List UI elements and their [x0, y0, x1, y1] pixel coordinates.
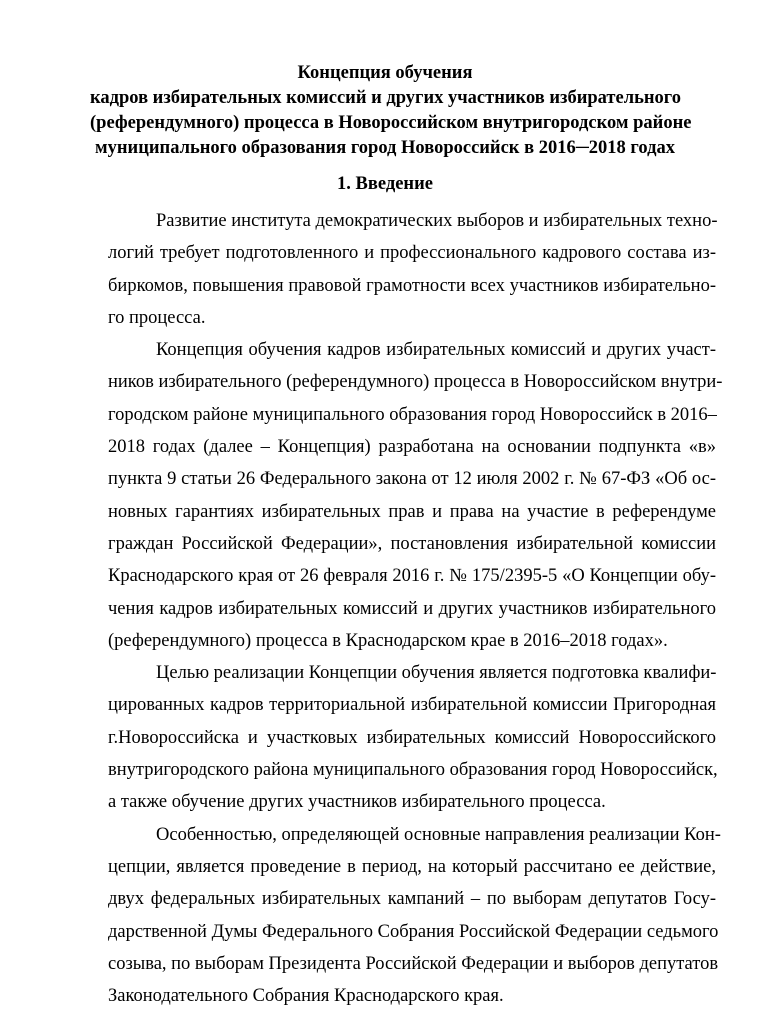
- text-line: (референдумного) процесса в Краснодарском крае в 2016–2018 годах».: [108, 630, 668, 651]
- document-title: [90, 61, 692, 161]
- text-line: ников избирательного (референдумного) процесса в Новороссийском внутри-: [108, 372, 723, 393]
- paragraph-introduction: [108, 205, 716, 334]
- title-line: Концепция обучения: [297, 63, 473, 83]
- text-line: биркомов, повышения правовой грамотности всех участников избирательно-: [108, 275, 716, 296]
- text-line: Особенностью, определяющей основные направления реализации Кон-: [156, 824, 721, 845]
- text-line: дарственной Думы Федерального Собрания Российской Федерации седьмого: [108, 921, 719, 942]
- paragraph-goal: [108, 657, 716, 818]
- text-line: Концепция обучения кадров избирательных комиссий и других участ-: [156, 340, 716, 361]
- text-line: новных гарантиях избирательных прав и права на участие в референдуме: [108, 501, 716, 522]
- paragraph-feature: [108, 819, 721, 1012]
- text-line: Целью реализации Концепции обучения является подготовка квалифи-: [156, 663, 717, 684]
- text-line: цированных кадров территориальной избирательной комиссии Пригородная: [108, 695, 716, 716]
- text-line: 2018 годах (далее – Концепция) разработана на основании подпункта «в»: [108, 437, 716, 458]
- text-line: внутригородского района муниципального образования город Новороссийск,: [108, 760, 718, 781]
- text-line: а также обучение других участников избирательного процесса.: [108, 792, 606, 813]
- text-line: пункта 9 статьи 26 Федерального закона от 12 июля 2002 г. № 67-ФЗ «Об ос-: [108, 469, 716, 490]
- text-line: цепции, является проведение в период, на который рассчитано ее действие,: [108, 856, 716, 877]
- text-line: городском районе муниципального образования город Новороссийск в 2016–: [108, 404, 717, 425]
- text-line: созыва, по выборам Президента Российской Федерации и выборов депутатов: [108, 953, 719, 974]
- text-line: Краснодарского края от 26 февраля 2016 г. № 175/2395-5 «О Концепции обу-: [108, 566, 716, 587]
- title-line: (референдумного) процесса в Новороссийском внутригородском районе: [90, 113, 692, 133]
- document-body: [108, 205, 723, 1012]
- title-line: муниципального образования город Новороссийск в 2016─2018 годах: [95, 138, 675, 158]
- section-heading: 1. Введение: [337, 174, 433, 194]
- text-line: Развитие института демократических выборов и избирательных техно-: [156, 211, 718, 231]
- text-line: граждан Российской Федерации», постановления избирательной комиссии: [108, 533, 716, 554]
- text-line: Законодательного Собрания Краснодарского края.: [108, 986, 504, 1007]
- text-line: го процесса.: [108, 307, 206, 328]
- text-line: логий требует подготовленного и профессионального кадрового состава из-: [108, 243, 716, 264]
- title-line: кадров избирательных комиссий и других участников избирательного: [90, 88, 681, 108]
- paragraph-concept-basis: [108, 334, 723, 657]
- text-line: г.Новороссийска и участковых избирательных комиссий Новороссийского: [108, 727, 716, 748]
- text-line: чения кадров избирательных комиссий и других участников избирательного: [108, 598, 716, 619]
- text-line: двух федеральных избирательных кампаний – по выборам депутатов Госу-: [108, 889, 716, 910]
